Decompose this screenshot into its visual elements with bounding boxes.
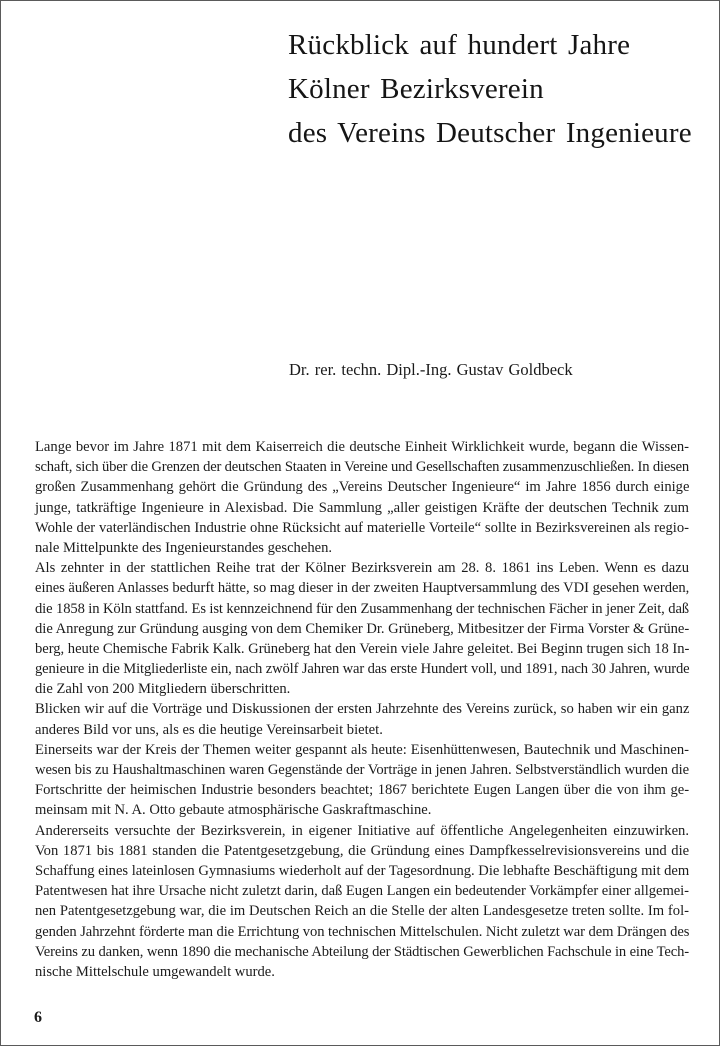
text-line: eines äußeren Anlasses bedurft hätte, so mag dieser in der zweiten Hauptversammlung des VDI gesehen werden, <box>35 580 690 597</box>
page-number: 6 <box>34 1009 42 1026</box>
title-line: Kölner Bezirksverein <box>288 73 544 105</box>
text-line: Von 1871 bis 1881 standen die Patentgesetzgebung, die Gründung eines Dampfkesselrevisionsvereins und die <box>35 842 690 859</box>
text-line: Vereins zu danken, wenn 1890 die mechanische Abteilung der Städtischen Gewerblichen Fachschule in eine Tech- <box>35 943 689 960</box>
text-line: Einerseits war der Kreis der Themen weiter gespannt als heute: Eisenhüttenwesen, Bautechnik und Maschinen- <box>35 741 689 758</box>
author-byline: Dr. rer. techn. Dipl.-Ing. Gustav Goldbeck <box>289 360 573 379</box>
text-line: Wohle der vaterländischen Industrie ohne Rücksicht auf materielle Vorteile“ sollte in Bezirksvereinen als regio- <box>35 519 689 536</box>
text-line: wesen bis zu Haushaltmaschinen waren Gegenstände der Vorträge in jenen Jahren. Selbstverständlich wurden die <box>35 762 689 778</box>
article-title <box>288 23 708 155</box>
text-line: meinsam mit N. A. Otto gebaute atmosphärische Gaskraftmaschine. <box>35 802 432 819</box>
paragraph <box>35 558 689 699</box>
paragraph <box>35 699 689 739</box>
text-line: genieure in die Mitgliederliste ein, nach zwölf Jahren war das erste Hundert voll, und 1891, nach 30 Jahren, wurde <box>35 661 690 678</box>
text-line: nen Patentgesetzgebung war, die im Deutschen Reich an die Stelle der alten Landesgesetze treten sollte. Im fol- <box>35 903 689 920</box>
text-line: Andererseits versuchte der Bezirksverein, in eigener Initiative auf öffentliche Angelegenheiten einzuwirken. <box>35 822 689 839</box>
paragraph <box>35 821 689 983</box>
text-line: nale Mittelpunkte des Ingenieurstandes geschehen. <box>35 539 333 556</box>
text-line: die Zahl von 200 Mitgliedern überschritten. <box>35 681 291 698</box>
text-line: Fortschritte der heimischen Industrie besonders beachtet; 1867 berichtete Eugen Langen über die von ihm ge- <box>35 782 690 799</box>
paragraph <box>35 437 689 558</box>
text-line: Patentwesen hat ihre Ursache nicht zuletzt darin, daß Eugen Langen ein bedeutender Vorkämpfer einer allgemei- <box>35 883 689 900</box>
text-line: berg, heute Chemische Fabrik Kalk. Grüneberg hat den Verein viele Jahre geleitet. Bei Beginn trugen sich 18 In- <box>35 640 690 657</box>
text-line: anderes Bild vor uns, als es die heutige Vereinsarbeit bietet. <box>35 721 383 738</box>
paragraph <box>35 740 689 821</box>
text-line: Blicken wir auf die Vorträge und Diskussionen der ersten Jahrzehnte des Vereins zurück, so haben wir ein ganz <box>35 701 690 718</box>
text-line: junge, tatkräftige Ingenieure in Alexisbad. Die Sammlung „aller geistigen Kräfte der deutschen Technik zum <box>35 499 689 516</box>
article-body <box>35 437 689 982</box>
text-line: Als zehnter in der stattlichen Reihe trat der Kölner Bezirksverein am 28. 8. 1861 ins Leben. Wenn es dazu <box>35 560 690 577</box>
text-line: großen Zusammenhang gehört die Gründung des „Vereins Deutscher Ingenieure“ im Jahre 1856 durch einige <box>35 479 690 496</box>
text-line: nische Mittelschule umgewandelt wurde. <box>35 963 275 980</box>
text-line: die 1858 in Köln stattfand. Es ist kennzeichnend für den Zusammenhang der technischen Fächer in jener Zeit, daß <box>35 600 689 617</box>
text-line: die Anregung zur Gründung ausging von dem Chemiker Dr. Grüneberg, Mitbesitzer der Firma Vorster & Grüne- <box>35 620 690 637</box>
text-line: Lange bevor im Jahre 1871 mit dem Kaiserreich die deutsche Einheit Wirklichkeit wurde, begann die Wissen- <box>35 439 689 455</box>
title-line: Rückblick auf hundert Jahre <box>288 29 631 61</box>
title-line: des Vereins Deutscher Ingenieure <box>288 117 692 149</box>
text-line: schaft, sich über die Grenzen der deutschen Staaten in Vereine und Gesellschaften zusammenzuschließen. In diesen <box>35 459 690 476</box>
text-line: Schaffung eines lateinlosen Gymnasiums wiederholt auf der Tagesordnung. Die lebhafte Beschäftigung mit dem <box>35 862 690 879</box>
text-line: genden Jahrzehnt förderte man die Errichtung von technischen Mittelschulen. Nicht zuletzt war dem Drängen des <box>35 923 690 940</box>
